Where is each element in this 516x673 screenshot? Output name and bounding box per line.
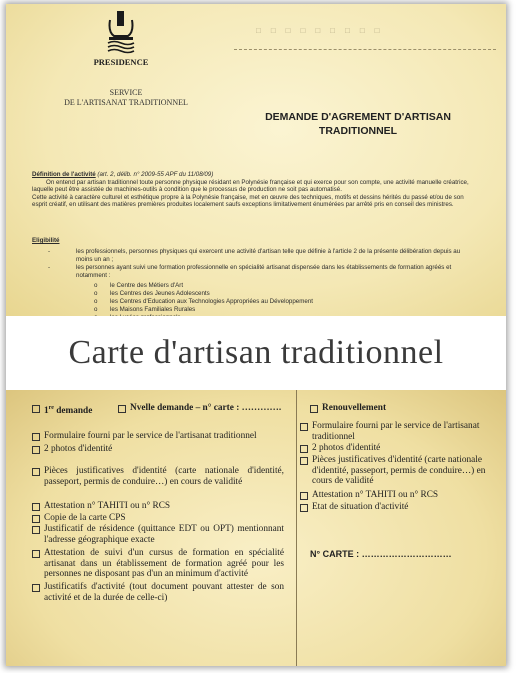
premiere-demande-checkbox[interactable] — [32, 405, 40, 413]
left-item-residence: Justificatif de résidence (quittance EDT ou OPT) mentionnant l'adresse géographique exacte — [44, 524, 284, 545]
form-title-line-1: DEMANDE D'AGREMENT D'ARTISAN — [265, 111, 451, 123]
list-item: o les Maisons Familiales Rurales — [94, 306, 196, 313]
french-polynesia-emblem-icon — [106, 10, 136, 54]
left-item-formulaire: Formulaire fourni par le service de l'artisanat traditionnel — [44, 431, 257, 441]
left-item-attestation: Attestation n° TAHITI ou n° RCS — [44, 501, 171, 511]
nvelle-demande-checkbox[interactable] — [118, 405, 126, 413]
left-item-cps: Copie de la carte CPS — [44, 513, 126, 523]
list-item: o le Centre des Métiers d'Art — [94, 282, 184, 289]
form-title — [228, 110, 488, 138]
list-item: o les Centres d'Education aux Technologies Appropriées au Développement — [94, 298, 313, 305]
left-item-formation: Attestation de suivi d'un cursus de formation en spécialité artisanat dans un établissement de formation agréé pour les personnes ne disposant pas d'un an minimum d'activité — [44, 548, 284, 580]
item-checkbox[interactable] — [32, 503, 40, 511]
item-checkbox[interactable] — [32, 433, 40, 441]
carte-number-field[interactable]: N° CARTE : ………………………… — [310, 549, 452, 559]
stamp-dots: □ □ □ □ □ □ □ □ □ — [256, 26, 384, 35]
item-checkbox[interactable] — [32, 584, 40, 592]
title-banner — [6, 316, 506, 390]
definition-section — [32, 171, 478, 209]
form-page-bottom — [6, 390, 506, 666]
item-checkbox[interactable] — [32, 526, 40, 534]
presidence-label: PRESIDENCE — [93, 57, 149, 67]
right-item-attestation: Attestation n° TAHITI ou n° RCS — [312, 490, 439, 500]
item-checkbox[interactable] — [300, 492, 308, 500]
item-checkbox[interactable] — [32, 468, 40, 476]
document-photo-collage — [6, 4, 506, 666]
renouvellement-checkbox[interactable] — [310, 405, 318, 413]
eligibilite-item-1: les professionnels, personnes physiques qui exercent une activité d'artisan telle que définie à l'article 2 de la présente délibération depuis au moins un an ; — [76, 248, 461, 263]
item-checkbox[interactable] — [300, 445, 308, 453]
item-checkbox[interactable] — [300, 457, 308, 465]
form-page-top — [6, 4, 506, 316]
item-checkbox[interactable] — [300, 504, 308, 512]
banner-title: Carte d'artisan traditionnel — [68, 334, 444, 371]
item-checkbox[interactable] — [32, 446, 40, 454]
left-item-activite: Justificatifs d'activité (tout document pouvant attester de son activité et de la durée de celle-ci) — [44, 582, 284, 603]
definition-paragraph-1: On entend par artisan traditionnel toute personne physique résidant en Polynésie française et qui exerce pour son compte, une activité manuelle créatrice, laquelle peut être assistée de machines-outils à condition que le processus de production ne soit pas automatisé. — [32, 178, 469, 194]
definition-heading: Définition de l'activité — [32, 171, 96, 178]
item-checkbox[interactable] — [32, 515, 40, 523]
right-item-formulaire: Formulaire fourni par le service de l'artisanat traditionnel — [312, 421, 480, 442]
item-checkbox[interactable] — [300, 423, 308, 431]
definition-heading-line — [32, 171, 478, 179]
left-item-pieces: Pièces justificatives d'identité (carte nationale d'identité, passeport, permis de conduire…) en cours de validité — [44, 466, 284, 487]
nvelle-demande-label: Nvelle demande – n° carte : …………. — [130, 403, 282, 413]
form-title-line-2: TRADITIONNEL — [318, 125, 398, 137]
eligibilite-heading: Eligibilité — [32, 237, 60, 244]
column-divider — [296, 390, 297, 666]
item-checkbox[interactable] — [32, 550, 40, 558]
list-item: o les Centres des Jeunes Adolescents — [94, 290, 210, 297]
renouvellement-label: Renouvellement — [322, 403, 387, 413]
bullet-dash: - — [48, 248, 51, 255]
definition-reference: (art. 2, délib. n° 2009-55 APF du 11/08/09) — [95, 171, 214, 178]
right-item-photos: 2 photos d'identité — [312, 443, 381, 453]
bullet-dash: - — [48, 264, 51, 271]
left-item-photos: 2 photos d'identité — [44, 444, 113, 454]
definition-paragraph-2: Cette activité à caractère culturel et esthétique propre à la Polynésie française, met en œuvre des techniques, motifs et dessins hérités du passé et/ou de son esprit créatif, en utilisant des matières premières produites localement saufs exceptions limitativement énumérées par arrêté pris en conseil des ministres. — [32, 193, 464, 209]
right-item-pieces: Pièces justificatives d'identité (carte nationale d'identité, passeport, permis de conduire…) en cours de validité — [312, 455, 486, 487]
service-line-2: DE L'ARTISANAT TRADITIONNEL — [64, 98, 188, 107]
premiere-demande-label: 1re demande — [44, 405, 93, 417]
service-label — [46, 88, 206, 108]
right-item-situation: Etat de situation d'activité — [312, 502, 409, 512]
eligibilite-item-2: les personnes ayant suivi une formation professionnelle en spécialité artisanat dispensée dans les établissements de formation agréés et notamment : — [76, 264, 452, 279]
service-line-1: SERVICE — [109, 88, 143, 97]
